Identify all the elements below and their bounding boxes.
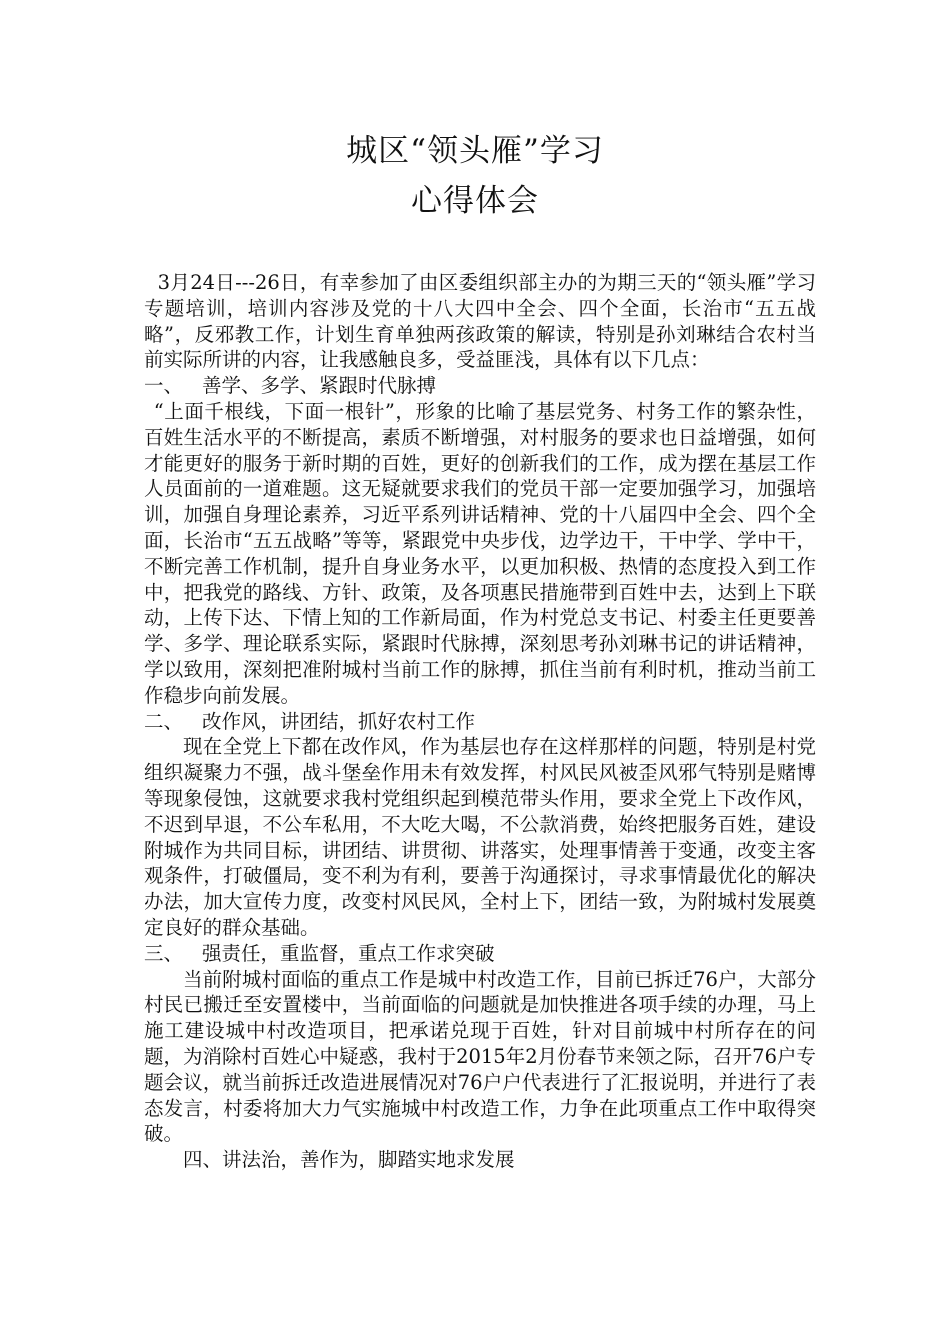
section-heading-text: 改作风，讲团结，抓好农村工作 bbox=[202, 709, 476, 733]
title-line-1: 城区“领头雁”学习 bbox=[346, 133, 604, 169]
section-body-2: 现在全党上下都在改作风，作为基层也存在这样那样的问题，特别是村党组织凝聚力不强，战斗堡垒作用未有效发挥，村风民风被歪风邪气特别是赌博等现象侵蚀，这就要求我村党组织起到模范带头作用，要求全党上下改作风，不迟到早退，不公车私用，不大吃大喝，不公款消费，始终把服务百姓，建设附城作为共同目标，讲团结、讲贯彻、讲落实，处理事情善于变通，改变主客观条件，打破僵局，变不利为有利，要善于沟通探讨，寻求事情最优化的解决办法，加大宣传力度，改变村风民风，全村上下，团结一致，为附城村发展奠定良好的群众基础。 bbox=[144, 735, 816, 939]
document-body bbox=[144, 270, 816, 1173]
section-number: 二、 bbox=[144, 709, 184, 733]
title-line-2: 心得体会 bbox=[411, 183, 539, 219]
section-heading-text: 强责任，重监督，重点工作求突破 bbox=[202, 941, 495, 965]
section-body-1: “上面千根线，下面一根针”，形象的比喻了基层党务、村务工作的繁杂性，百姓生活水平的不断提高，素质不断增强，对村服务的要求也日益增强，如何才能更好的服务于新时期的百姓，更好的创新我们的工作，成为摆在基层工作人员面前的一道难题。这无疑就要求我们的党员干部一定要加强学习，加强培训，加强自身理论素养，习近平系列讲话精神、党的十八届四中全会、四个全面，长治市“五五战略”等等，紧跟党中央步伐，边学边干，干中学、学中干，不断完善工作机制，提升自身业务水平，以更加积极、热情的态度投入到工作中，把我党的路线、方针、政策，及各项惠民措施带到百姓中去，达到上下联动，上传下达、下情上知的工作新局面，作为村党总支书记、村委主任更要善学、多学、理论联系实际，紧跟时代脉搏，深刻思考孙刘琳书记的讲话精神，学以致用，深刻把准附城村当前工作的脉搏，抓住当前有利时机，推动当前工作稳步向前发展。 bbox=[144, 399, 816, 707]
section-number: 一、 bbox=[144, 374, 184, 398]
section-heading-1 bbox=[144, 373, 816, 399]
document-title bbox=[0, 126, 950, 226]
section-heading-2 bbox=[144, 709, 816, 735]
section-number: 三、 bbox=[144, 941, 184, 965]
section-heading-text: 善学、多学、紧跟时代脉搏 bbox=[202, 374, 437, 398]
section-body-3: 当前附城村面临的重点工作是城中村改造工作，目前已拆迁76户，大部分村民已搬迁至安置楼中，当前面临的问题就是加快推进各项手续的办理，马上施工建设城中村改造项目，把承诺兑现于百姓，针对目前城中村所存在的问题，为消除村百姓心中疑惑，我村于2015年2月份春节来领之际，召开76户专题会议，就当前拆迁改造进展情况对76户户代表进行了汇报说明，并进行了表态发言，村委将加大力气实施城中村改造工作，力争在此项重点工作中取得突破。 bbox=[144, 967, 816, 1146]
intro-paragraph: 3月24日---26日，有幸参加了由区委组织部主办的为期三天的“领头雁”学习专题培训，培训内容涉及党的十八大四中全会、四个全面，长治市“五五战略”，反邪教工作，计划生育单独两孩政策的解读，特别是孙刘琳结合农村当前实际所讲的内容，让我感触良多，受益匪浅，具体有以下几点： bbox=[144, 271, 816, 372]
section-heading-3 bbox=[144, 941, 816, 967]
closing-heading: 四、讲法治，善作为，脚踏实地求发展 bbox=[183, 1148, 515, 1172]
